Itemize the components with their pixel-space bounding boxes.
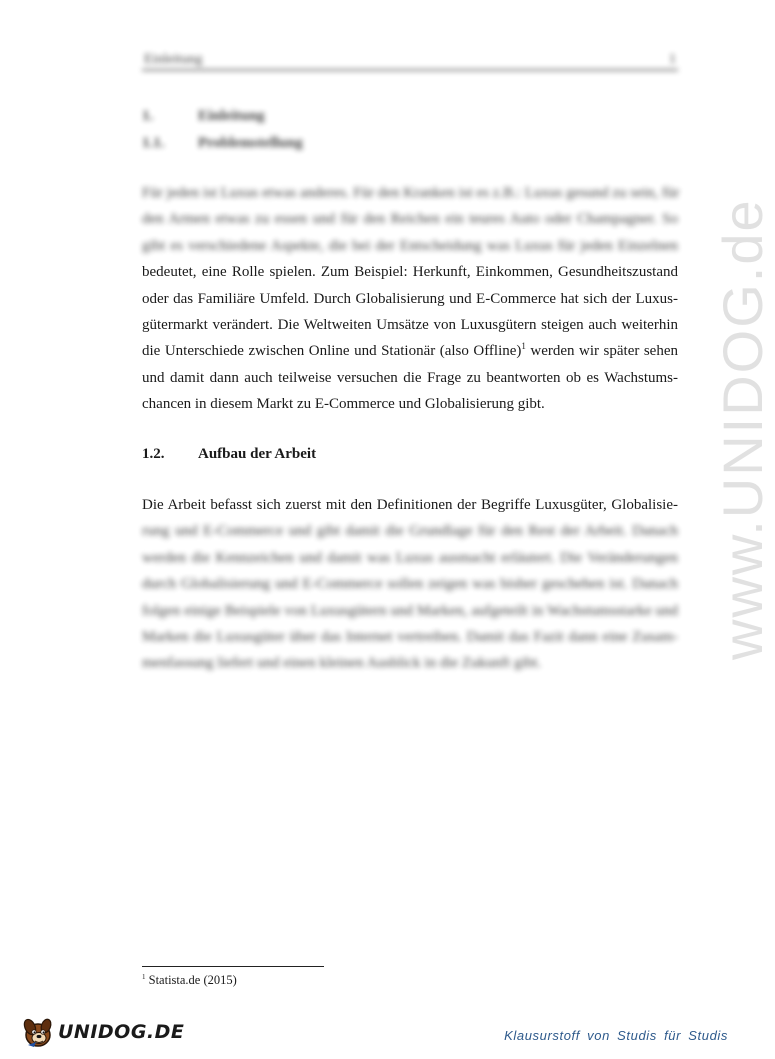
text-line-blurred: werden die Kennzeichen und damit was Luxus ausmacht erläutert. Die Veränderungen bbox=[142, 549, 678, 566]
section-heading-1-2 bbox=[142, 446, 316, 463]
section-number: 1.2. bbox=[142, 446, 165, 462]
text-line: chancen in diesem Markt zu E-Commerce und Globalisierung gibt. bbox=[142, 396, 545, 413]
text-line-blurred: menfassung liefert und einen kleinen Ausblick in die Zukunft gibt. bbox=[142, 655, 542, 672]
unidog-logo[interactable] bbox=[22, 1014, 184, 1050]
footnote-rule bbox=[142, 966, 324, 967]
header-rule bbox=[142, 69, 678, 71]
text-segment: werden wir später sehen bbox=[525, 343, 678, 360]
paragraph-problemstellung bbox=[142, 180, 678, 418]
text-line-blurred: gibt es verschiedene Aspekte, die bei der Entscheidung was Luxus für jeden Einzelnen bbox=[142, 237, 678, 254]
text-segment: die Unterschiede zwischen Online und Stationär (also Offline) bbox=[142, 343, 522, 360]
dog-mascot-icon bbox=[22, 1015, 56, 1049]
watermark: www.UNIDOG.de bbox=[711, 198, 774, 660]
header-chapter-title: Einleitung bbox=[144, 52, 203, 67]
text-line: und damit dann auch teilweise versuchen die Frage zu beantworten ob es Wachstums- bbox=[142, 369, 678, 386]
text-line-blurred: rung und E-Commerce und gibt damit die Grundlage für den Rest der Arbeit. Danach bbox=[142, 523, 678, 540]
text-line: gütermarkt verändert. Die Weltweiten Umsätze von Luxusgütern steigen auch weiterhin bbox=[142, 317, 678, 334]
text-line-blurred: Für jeden ist Luxus etwas anderes. Für den Kranken ist es z.B.: Luxus gesund zu sein, für bbox=[142, 185, 680, 201]
text-line: oder das Familiäre Umfeld. Durch Globalisierung und E-Commerce hat sich der Luxus- bbox=[142, 290, 678, 307]
paragraph-aufbau bbox=[142, 492, 678, 677]
footnote bbox=[142, 973, 237, 988]
tagline: Klausurstoff von Studis für Studis bbox=[504, 1028, 728, 1043]
text-line-blurred: folgen einige Beispiele von Luxusgütern und Marken, aufgeteilt in Wachstumsstarke und bbox=[142, 602, 678, 619]
section-title: Einleitung bbox=[198, 108, 265, 124]
footnote-reference: 1 bbox=[521, 341, 526, 352]
text-line: Die Arbeit befasst sich zuerst mit den Definitionen der Begriffe Luxusgüter, Globalisie- bbox=[142, 497, 678, 513]
text-line-blurred: durch Globalisierung und E-Commerce sollen zeigen was bisher geschehen ist. Danach bbox=[142, 576, 678, 593]
section-heading-1 bbox=[142, 108, 265, 125]
footnote-text: Statista.de (2015) bbox=[148, 973, 237, 987]
footnote-marker: 1 bbox=[142, 973, 146, 981]
text-line-blurred: Marken die Luxusgüter über das Internet vertreiben. Damit das Fazit dann eine Zusam- bbox=[142, 629, 678, 646]
logo-text: UNIDOG.DE bbox=[58, 1021, 185, 1043]
section-number: 1. bbox=[142, 108, 154, 124]
section-number: 1.1. bbox=[142, 135, 165, 151]
section-title: Problemstellung bbox=[198, 135, 303, 151]
header-page-number: 1 bbox=[669, 52, 676, 67]
text-line-with-footnote bbox=[142, 338, 678, 364]
section-heading-1-1 bbox=[142, 135, 303, 152]
text-line: bedeutet, eine Rolle spielen. Zum Beispiel: Herkunft, Einkommen, Gesundheitszustand bbox=[142, 264, 678, 281]
running-header bbox=[142, 52, 678, 70]
section-title: Aufbau der Arbeit bbox=[198, 446, 317, 462]
text-line-blurred: den Armen etwas zu essen und für den Reichen ein teures Auto oder Champagner. So bbox=[142, 211, 678, 228]
